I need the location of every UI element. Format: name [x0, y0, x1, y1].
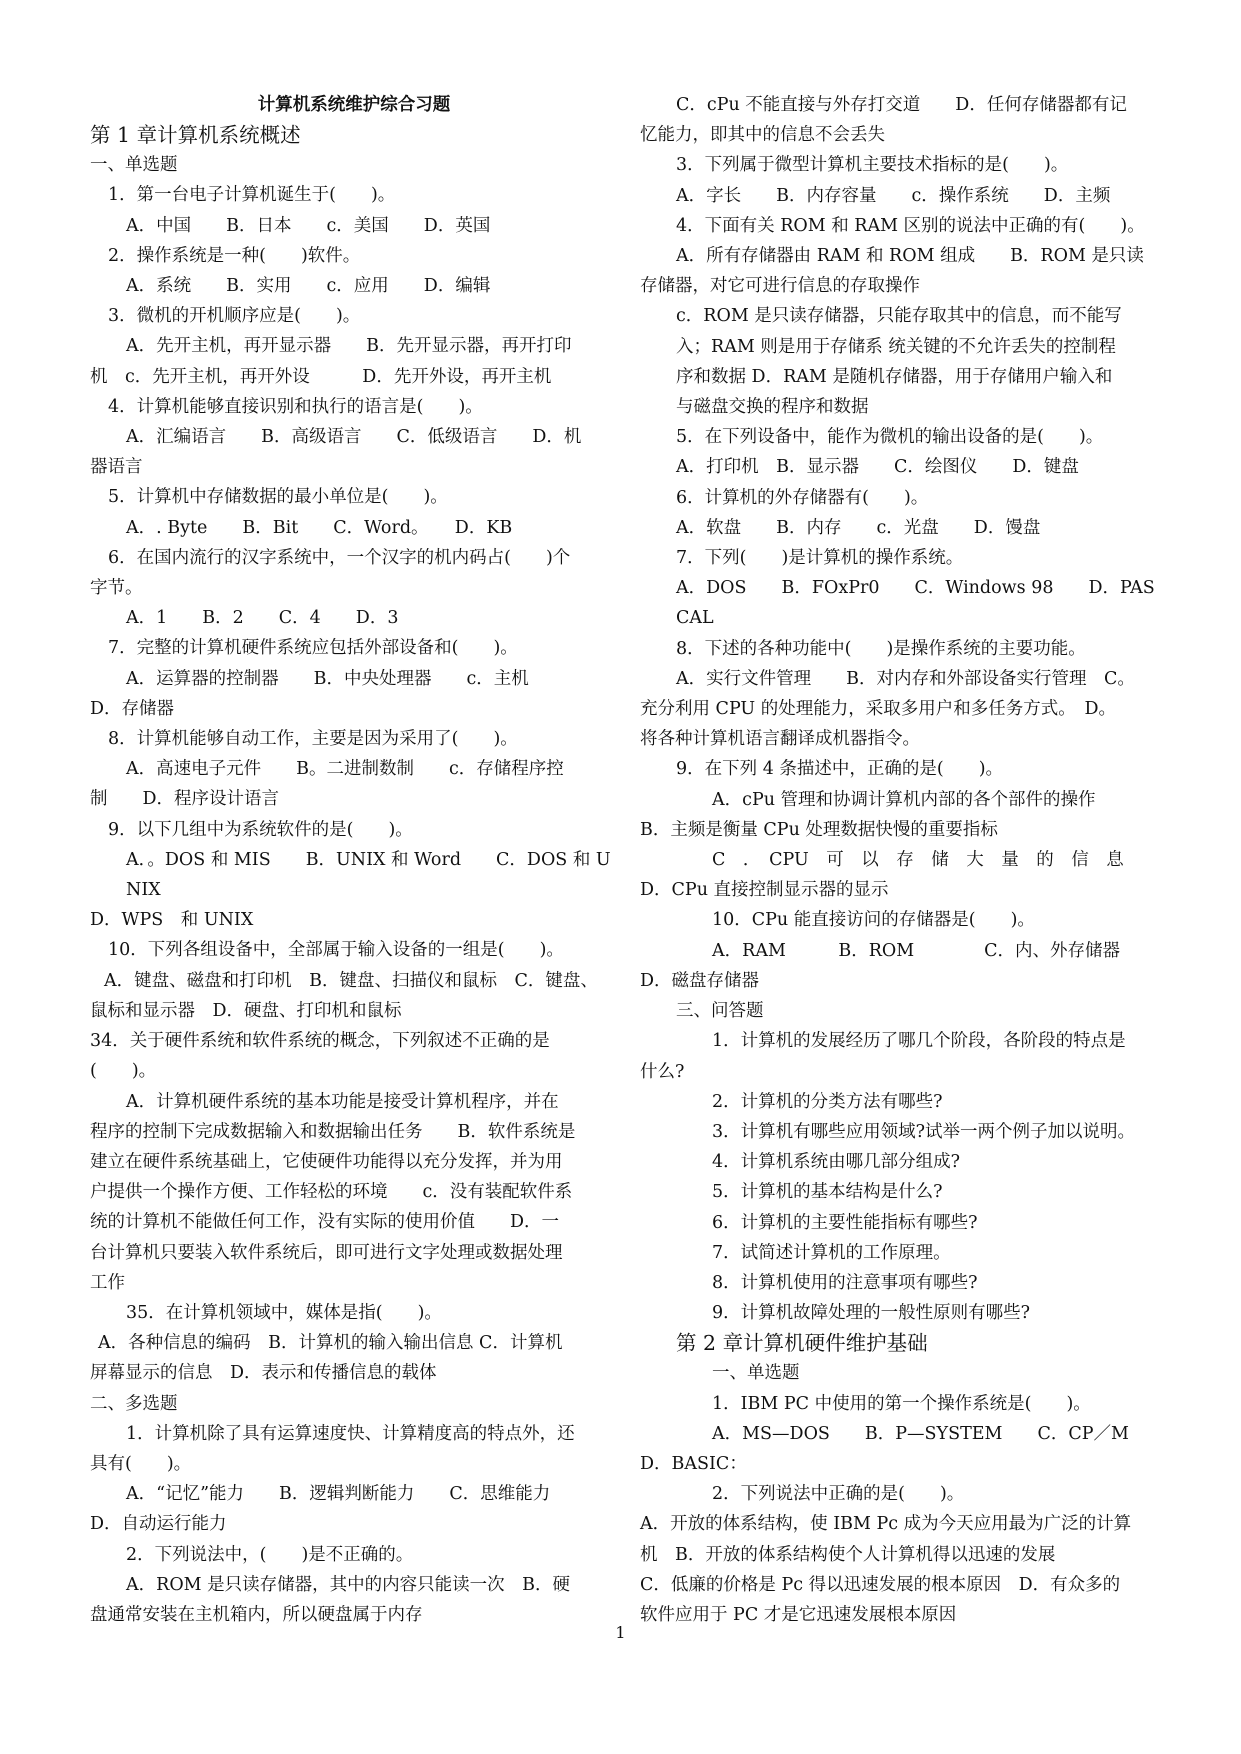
text-line: 鼠标和显示器 D．硬盘、打印机和鼠标: [90, 1000, 402, 1021]
text-line: 5．在下列设备中，能作为微机的输出设备的是( )。: [676, 427, 1104, 448]
text-line: A．实行文件管理 B．对内存和外部设备实行管理 C。: [676, 668, 1135, 689]
right-column: [640, 90, 1168, 1630]
text-line: 序和数据 D．RAM 是随机存储器，用于存储用户输入和: [676, 366, 1113, 387]
text-line: D．WPS 和 UNIX: [90, 910, 254, 931]
text-line: A．计算机硬件系统的基本功能是接受计算机程序，并在: [126, 1091, 559, 1112]
text-line: A．高速电子元件 B。二进制数制 c．存储程序控: [126, 759, 564, 780]
text-line: 二、多选题: [90, 1393, 178, 1414]
text-line: D．BASIC：: [640, 1453, 747, 1474]
text-line: 盘通常安装在主机箱内，所以硬盘属于内存: [90, 1604, 423, 1625]
text-line: 7．完整的计算机硬件系统应包括外部设备和( )。: [108, 638, 518, 659]
text-line: A．系统 B．实用 c．应用 D．编辑: [126, 276, 491, 297]
text-line: 2．操作系统是一种( )软件。: [108, 245, 361, 266]
text-line: 8．计算机使用的注意事项有哪些?: [712, 1272, 978, 1293]
text-line: 建立在硬件系统基础上，它使硬件功能得以充分发挥，并为用: [90, 1151, 563, 1172]
text-line: A．RAM B．ROM C．内、外存储器: [712, 940, 1121, 961]
text-line: 5．计算机中存储数据的最小单位是( )。: [108, 487, 448, 508]
text-line: 制 D．程序设计语言: [90, 789, 280, 810]
text-line: 一、单选题: [712, 1363, 800, 1384]
text-line: 户提供一个操作方便、工作轻松的环境 c．没有装配软件系: [90, 1182, 573, 1203]
chapter-heading: 第 1 章计算机系统概述: [90, 123, 301, 148]
text-line: 屏幕显示的信息 D．表示和传播信息的载体: [90, 1363, 437, 1384]
text-line: 工作: [90, 1272, 125, 1293]
text-line: ( )。: [90, 1061, 157, 1082]
text-line: 具有( )。: [90, 1453, 192, 1474]
text-line: D．CPu 直接控制显示器的显示: [640, 880, 889, 901]
text-line: 忆能力，即其中的信息不会丢失: [640, 125, 885, 146]
text-line: A．软盘 B．内存 c．光盘 D．馒盘: [676, 517, 1041, 538]
text-line: 4．计算机能够直接识别和执行的语言是( )。: [108, 396, 483, 417]
text-line: 2．下列说法中正确的是( )。: [712, 1484, 965, 1505]
text-line: 1．计算机除了具有运算速度快、计算精度高的特点外，还: [126, 1423, 575, 1444]
text-line: 充分利用 CPU 的处理能力，采取多用户和多任务方式。 D。: [640, 699, 1117, 720]
text-line: A．汇编语言 B．高级语言 C．低级语言 D．机: [126, 427, 582, 448]
text-line: 器语言: [90, 457, 143, 478]
text-line: 6．在国内流行的汉字系统中，一个汉字的机内码占( )个: [108, 547, 571, 568]
text-line: 8．下述的各种功能中( )是操作系统的主要功能。: [676, 638, 1086, 659]
text-line: C．cPu 不能直接与外存打交道 D．任何存储器都有记: [676, 95, 1127, 115]
text-line: 9．计算机故障处理的一般性原则有哪些?: [712, 1303, 1031, 1324]
text-line: A．ROM 是只读存储器，其中的内容只能读一次 B．硬: [126, 1574, 571, 1595]
text-line: A．运算器的控制器 B．中央处理器 c．主机: [126, 668, 529, 689]
text-line: 存储器，对它可进行信息的存取操作: [640, 276, 920, 297]
text-line: 一、单选题: [90, 155, 178, 176]
text-line: C．低廉的价格是 Pc 得以迅速发展的根本原因 D．有众多的: [640, 1574, 1121, 1595]
text-line: 6．计算机的外存储器有( )。: [676, 487, 929, 508]
text-line: 1．IBM PC 中使用的第一个操作系统是( )。: [712, 1393, 1091, 1414]
text-line: A．DOS B．FOxPr0 C．Windows 98 D．PASCAL: [676, 578, 1155, 629]
text-line: A．. Byte B．Bit C．Word。 D．KB: [126, 517, 513, 538]
text-line: 入；RAM 则是用于存储系 统关键的不允许丢失的控制程: [676, 336, 1116, 357]
text-line: 3．计算机有哪些应用领域?试举一两个例子加以说明。: [712, 1121, 1136, 1142]
text-line: 6．计算机的主要性能指标有哪些?: [712, 1212, 978, 1233]
text-line: 1．第一台电子计算机诞生于( )。: [108, 185, 396, 206]
text-line: 台计算机只要装入软件系统后，即可进行文字处理或数据处理: [90, 1242, 563, 1263]
text-line: A．打印机 B．显示器 C．绘图仪 D．键盘: [676, 457, 1079, 478]
text-line: D．存储器: [90, 698, 175, 719]
text-line: A．各种信息的编码 B．计算机的输入输出信息 C．计算机: [98, 1333, 563, 1354]
text-line: A．“记忆”能力 B．逻辑判断能力 C．思维能力: [126, 1484, 551, 1505]
text-line: 软件应用于 PC 才是它迅速发展根本原因: [640, 1604, 957, 1625]
text-line: A．。DOS 和 MIS B．UNIX 和 Word C．DOS 和 UNIX: [126, 849, 611, 901]
text-line: 1．计算机的发展经历了哪几个阶段，各阶段的特点是: [712, 1031, 1126, 1052]
text-line: 程序的控制下完成数据输入和数据输出任务 B．软件系统是: [90, 1121, 576, 1142]
text-line: 9．在下列 4 条描述中，正确的是( )。: [676, 759, 1004, 780]
left-column: [90, 90, 618, 1630]
text-line: A．开放的体系结构，使 IBM Pc 成为今天应用最为广泛的计算: [640, 1514, 1132, 1535]
text-line: D．磁盘存储器: [640, 970, 760, 991]
text-line: A．1 B．2 C．4 D．3: [126, 608, 399, 629]
text-line: A．所有存储器由 RAM 和 ROM 组成 B．ROM 是只读: [676, 246, 1144, 267]
chapter-heading: 第 2 章计算机硬件维护基础: [676, 1331, 928, 1356]
text-line: C ． CPU 可 以 存 储 大 量 的 信 息: [712, 850, 1124, 871]
text-line: 9．以下几组中为系统软件的是( )。: [108, 819, 413, 840]
text-line: 7．试简述计算机的工作原理。: [712, 1242, 951, 1263]
page-number: 1: [615, 1623, 626, 1642]
text-line: 4．下面有关 ROM 和 RAM 区别的说法中正确的有( )。: [676, 215, 1145, 236]
text-line: 2．计算机的分类方法有哪些?: [712, 1091, 943, 1112]
text-line: 34．关于硬件系统和软件系统的概念，下列叙述不正确的是: [90, 1031, 550, 1052]
text-line: 10．下列各组设备中，全部属于输入设备的一组是( )。: [108, 940, 564, 961]
text-line: 2．下列说法中，( )是不正确的。: [126, 1544, 414, 1565]
text-line: A．中国 B．日本 c．美国 D．英国: [126, 215, 491, 236]
text-line: D．自动运行能力: [90, 1514, 227, 1535]
text-line: 什么?: [640, 1061, 685, 1082]
text-line: A．cPu 管理和协调计算机内部的各个部件的操作: [712, 789, 1096, 810]
text-line: 8．计算机能够自动工作，主要是因为采用了( )。: [108, 729, 518, 750]
text-line: A．MS—DOS B．P—SYSTEM C．CP／M: [712, 1423, 1129, 1444]
text-line: 35．在计算机领域中，媒体是指( )。: [126, 1302, 442, 1323]
text-line: 三、问答题: [676, 1001, 764, 1022]
text-line: A．字长 B．内存容量 c．操作系统 D．主频: [676, 185, 1111, 206]
text-line: 3．下列属于微型计算机主要技术指标的是( )。: [676, 155, 1069, 176]
text-line: B．主频是衡量 CPu 处理数据快慢的重要指标: [640, 819, 998, 840]
text-line: 统的计算机不能做任何工作，没有实际的使用价值 D．一: [90, 1212, 560, 1233]
document-title: 计算机系统维护综合习题: [257, 95, 451, 115]
text-line: A．键盘、磁盘和打印机 B．键盘、扫描仪和鼠标 C．键盘、: [104, 970, 598, 991]
text-line: A．先开主机，再开显示器 B．先开显示器，再开打印: [126, 336, 572, 357]
text-line: 机 c．先开主机，再开外设 D．先开外设，再开主机: [90, 366, 552, 387]
text-line: 7．下列( )是计算机的操作系统。: [676, 548, 964, 569]
text-line: 字节。: [90, 578, 143, 599]
text-line: 5．计算机的基本结构是什么?: [712, 1182, 943, 1203]
text-line: 3．微机的开机顺序应是( )。: [108, 306, 361, 327]
text-line: 4．计算机系统由哪几部分组成?: [712, 1152, 961, 1173]
text-line: 将各种计算机语言翻译成机器指令。: [640, 729, 920, 750]
text-line: 机 B．开放的体系结构使个人计算机得以迅速的发展: [640, 1544, 1056, 1565]
text-line: 10．CPu 能直接访问的存储器是( )。: [712, 910, 1035, 931]
text-line: 与磁盘交换的程序和数据: [676, 397, 869, 418]
text-line: c．ROM 是只读存储器，只能存取其中的信息，而不能写: [676, 306, 1122, 327]
